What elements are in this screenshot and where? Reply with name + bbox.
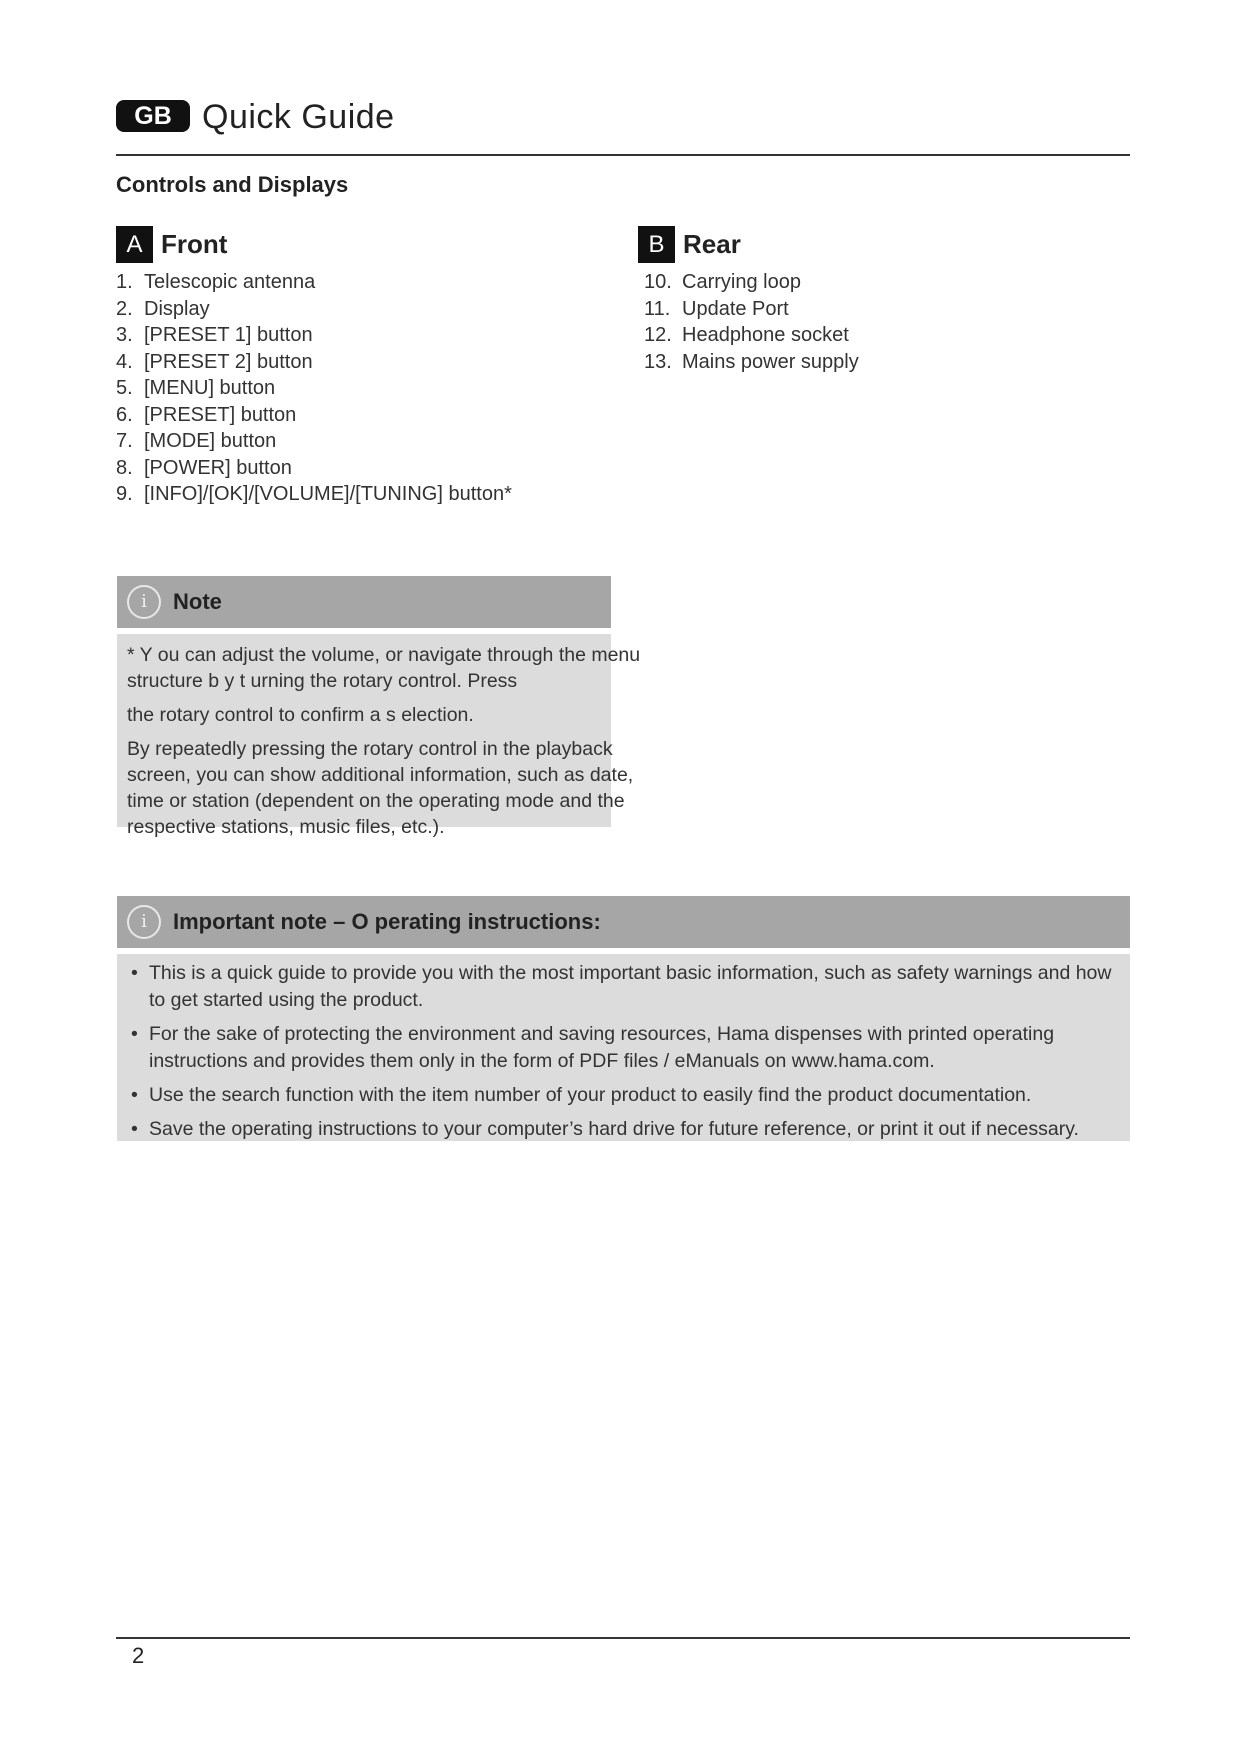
item-text: [INFO]/[OK]/[VOLUME]/[TUNING] button* bbox=[144, 483, 512, 505]
item-text: [PRESET 2] button bbox=[144, 350, 313, 373]
item-number: 5. bbox=[116, 377, 133, 399]
front-panel-letter: A bbox=[116, 226, 153, 263]
note-box bbox=[117, 576, 641, 838]
item-number: 9. bbox=[116, 483, 133, 505]
item-text: Display bbox=[144, 297, 210, 320]
list-item bbox=[116, 402, 512, 429]
list-item bbox=[116, 322, 512, 349]
info-icon: i bbox=[127, 585, 161, 619]
info-icon: i bbox=[127, 905, 161, 939]
item-text: [POWER] button bbox=[144, 456, 292, 479]
list-item bbox=[644, 269, 859, 296]
page-header bbox=[116, 96, 1130, 156]
important-note-body bbox=[117, 954, 1130, 1141]
section-title: Controls and Displays bbox=[116, 172, 349, 197]
list-item bbox=[644, 296, 859, 323]
note-paragraph: * Y ou can adjust the volume, or navigate through the menu structure b y t urning the rotary control. Press bbox=[127, 644, 641, 692]
note-title: Note bbox=[173, 589, 222, 614]
rear-panel-letter: B bbox=[638, 226, 675, 263]
item-number: 6. bbox=[116, 403, 133, 426]
list-item bbox=[644, 322, 859, 349]
rear-panel-heading bbox=[638, 226, 741, 263]
document-title: Quick Guide bbox=[202, 98, 395, 136]
front-panel-heading bbox=[116, 226, 227, 263]
important-note-list bbox=[131, 960, 1116, 1143]
list-item: • Use the search function with the item number of your product to easily find the product documentation. bbox=[131, 1082, 1116, 1109]
important-note-title: Important note – O perating instructions: bbox=[173, 909, 601, 934]
item-text: Headphone socket bbox=[682, 324, 849, 346]
list-item bbox=[116, 269, 512, 296]
item-number: 11. bbox=[644, 297, 671, 320]
list-item bbox=[116, 428, 512, 455]
item-number: 2. bbox=[116, 297, 133, 320]
item-text: Mains power supply bbox=[682, 350, 859, 373]
list-item bbox=[116, 481, 512, 508]
note-paragraph: By repeatedly pressing the rotary control in the playback screen, you can show additional information, such as date, time or station (dependent on the operating mode and the respective stations, music files, etc.). bbox=[127, 738, 634, 838]
list-item bbox=[116, 455, 512, 482]
item-text: Telescopic antenna bbox=[144, 271, 316, 293]
front-panel-name: Front bbox=[161, 229, 228, 259]
item-text: [PRESET 1] button bbox=[144, 324, 313, 346]
front-parts-list bbox=[116, 269, 512, 508]
item-text: [MENU] button bbox=[144, 377, 276, 399]
item-number: 8. bbox=[116, 456, 133, 479]
footer-divider bbox=[116, 1637, 1130, 1639]
item-number: 7. bbox=[116, 430, 133, 452]
item-text: Carrying loop bbox=[682, 271, 801, 293]
item-number: 1. bbox=[116, 271, 133, 293]
page-number: 2 bbox=[132, 1643, 145, 1668]
note-header bbox=[117, 576, 611, 628]
list-item: • Save the operating instructions to your computer’s hard drive for future reference, or print it out if necessary. bbox=[131, 1116, 1116, 1143]
item-number: 4. bbox=[116, 350, 133, 373]
item-number: 12. bbox=[644, 324, 672, 346]
list-item bbox=[116, 349, 512, 376]
list-item bbox=[116, 296, 512, 323]
note-paragraph: the rotary control to confirm a s election. bbox=[127, 704, 474, 726]
list-item bbox=[116, 375, 512, 402]
rear-parts-list bbox=[644, 269, 859, 375]
important-note-box bbox=[117, 896, 1130, 1141]
item-text: Update Port bbox=[682, 297, 789, 320]
list-item: • This is a quick guide to provide you with the most important basic information, such as safety warnings and how to get started using the product. bbox=[131, 960, 1116, 1014]
note-body bbox=[117, 634, 641, 838]
item-number: 13. bbox=[644, 350, 672, 373]
item-number: 3. bbox=[116, 324, 133, 346]
list-item bbox=[644, 349, 859, 376]
language-badge: GB bbox=[116, 100, 190, 132]
item-text: [MODE] button bbox=[144, 430, 277, 452]
rear-panel-name: Rear bbox=[683, 229, 741, 259]
item-number: 10. bbox=[644, 271, 672, 293]
list-item: • For the sake of protecting the environment and saving resources, Hama dispenses with printed operating instructions and provides them only in the form of PDF files / eManuals on www.hama.com. bbox=[131, 1021, 1116, 1075]
important-note-header bbox=[117, 896, 1130, 948]
item-text: [PRESET] button bbox=[144, 403, 297, 426]
